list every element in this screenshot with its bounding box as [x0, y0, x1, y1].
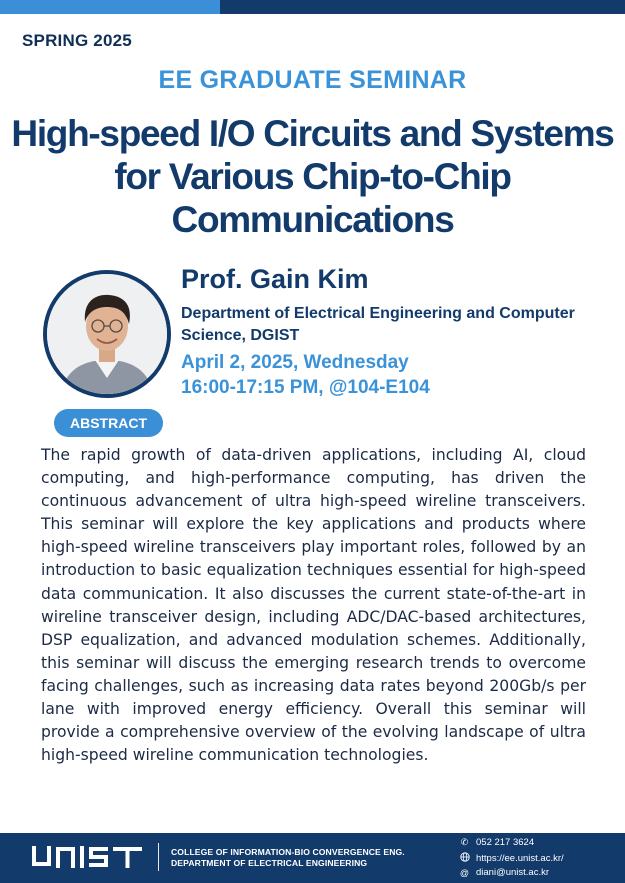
- abstract-text: The rapid growth of data-driven applications, including AI, cloud computing, and high-performance computing, has driven the continuous advancement of ultra high-speed wireline transceivers. This seminar will explore the key applications and products where high-speed wireline transceivers play important roles, followed by an introduction to basic equalization techniques essential for high-speed data communication. It also discusses the current state-of-the-art in wireline transceiver design, including ADC/DAC-based architectures, DSP equalization, and advanced modulation schemes. Additionally, this seminar will discuss the emerging research trends to overcome facing challenges, such as increasing data rates beyond 200Gb/s per lane with improved energy efficiency. Overall this seminar will provide a comprehensive overview of the evolving landscape of ultra high-speed wireline communication technologies.: [41, 446, 586, 765]
- seminar-series-title: EE GRADUATE SEMINAR: [158, 66, 467, 94]
- at-sign-icon: @: [459, 867, 470, 878]
- website-link[interactable]: https://ee.unist.ac.kr/: [476, 852, 564, 864]
- seminar-date: April 2, 2025, Wednesday: [181, 352, 409, 373]
- speaker-photo: [43, 270, 171, 398]
- contact-email[interactable]: [458, 867, 549, 878]
- phone-icon: ✆: [460, 837, 469, 847]
- unist-logo: [30, 846, 145, 873]
- contact-website[interactable]: [458, 852, 564, 864]
- footer-divider: [158, 843, 159, 871]
- college-name: COLLEGE OF INFORMATION-BIO CONVERGENCE ENG.: [171, 847, 405, 857]
- seminar-time-location: 16:00-17:15 PM, @104-E104: [181, 377, 430, 398]
- globe-icon-glyph: [460, 852, 470, 862]
- top-accent-bar-light: [0, 0, 220, 14]
- seminar-datetime: [181, 350, 430, 400]
- email-link[interactable]: diani@unist.ac.kr: [476, 867, 550, 878]
- seminar-title: High-speed I/O Circuits and Systems for Various Chip-to-Chip Communications: [11, 113, 614, 240]
- globe-icon: [458, 852, 471, 864]
- footer-college-info: [171, 847, 405, 869]
- season-label: SPRING 2025: [22, 31, 132, 50]
- speaker-name: Prof. Gain Kim: [181, 264, 369, 294]
- abstract-badge: ABSTRACT: [54, 409, 163, 437]
- speaker-portrait-illustration: [47, 274, 167, 394]
- contact-phone: [458, 837, 534, 848]
- speaker-affiliation: Department of Electrical Engineering and Computer Science, DGIST: [181, 305, 575, 344]
- unist-logo-mark: [30, 846, 145, 868]
- department-name: DEPARTMENT OF ELECTRICAL ENGINEERING: [171, 858, 368, 868]
- top-accent-bar-dark: [220, 0, 625, 14]
- phone-number: 052 217 3624: [476, 837, 535, 848]
- footer-bar: [0, 833, 625, 883]
